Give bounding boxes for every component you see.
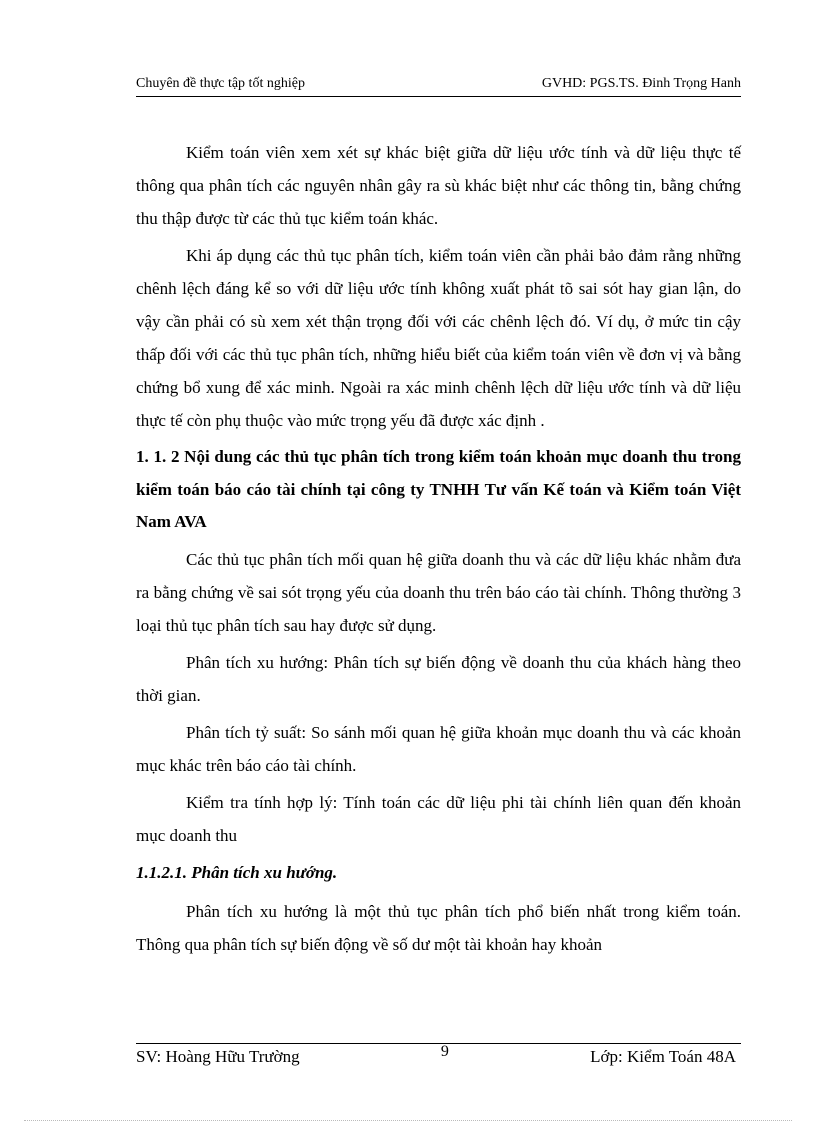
header-divider [136,96,741,97]
footer-class: Lớp: Kiểm Toán 48A [590,1047,736,1066]
header-advisor: GVHD: PGS.TS. Đinh Trọng Hanh [541,76,741,91]
page-bottom-border [24,1120,792,1121]
header-title: Chuyên đề thực tập tốt nghiệp [136,76,305,91]
paragraph-6: Kiểm tra tính hợp lý: Tính toán các dữ liệu phi tài chính liên quan đến khoản mục doanh thu [136,792,741,845]
paragraph-7: Phân tích xu hướng là một thủ tục phân tích phổ biến nhất trong kiểm toán. Thông qua phân tích sự biến động về số dư một tài khoản hay khoản [136,901,741,954]
document-body [136,136,741,965]
paragraph-1: Kiểm toán viên xem xét sự khác biệt giữa dữ liệu ước tính và dữ liệu thực tế thông qua phân tích các nguyên nhân gây ra sù khác biệt như các thông tin, bằng chứng thu thập được từ các thủ tục kiểm toán khác. [136,143,741,228]
paragraph-3: Các thủ tục phân tích mối quan hệ giữa doanh thu và các dữ liệu khác nhằm đưa ra bằng chứng về sai sót trọng yếu của doanh thu trên báo cáo tài chính. Thông thường 3 loại thủ tục phân tích sau hay được sử dụng. [136,549,741,635]
footer-student: SV: Hoàng Hữu Trường [136,1047,300,1066]
paragraph-4: Phân tích xu hướng: Phân tích sự biến động về doanh thu của khách hàng theo thời gian. [136,652,741,705]
subsection-heading: 1.1.2.1. Phân tích xu hướng. [136,862,338,882]
paragraph-5: Phân tích tỷ suất: So sánh mối quan hệ giữa khoản mục doanh thu và các khoản mục khác trên báo cáo tài chính. [136,722,741,775]
page-header [136,76,741,92]
footer-divider [136,1043,741,1044]
page-footer [136,1043,736,1067]
section-heading: 1. 1. 2 Nội dung các thủ tục phân tích trong kiểm toán khoản mục doanh thu trong kiểm toán báo cáo tài chính tại công ty TNHH Tư vấn Kế toán và Kiểm toán Việt Nam AVA [136,447,741,531]
paragraph-2: Khi áp dụng các thủ tục phân tích, kiểm toán viên cần phải bảo đảm rằng những chênh lệch đáng kể so với dữ liệu ước tính không xuất phát tõ sai sót hay gian lận, do vậy cần phải có sù xem xét thận trọng đối với các chênh lệch đó. Ví dụ, ở mức tin cậy thấp đối với các thủ tục phân tích, những hiểu biết của kiểm toán viên về đơn vị và bằng chứng bổ xung để xác minh. Ngoài ra xác minh chênh lệch dữ liệu ước tính và dữ liệu thực tế còn phụ thuộc vào mức trọng yếu đã được xác định . [136,246,741,430]
page-number: 9 [440,1043,449,1060]
